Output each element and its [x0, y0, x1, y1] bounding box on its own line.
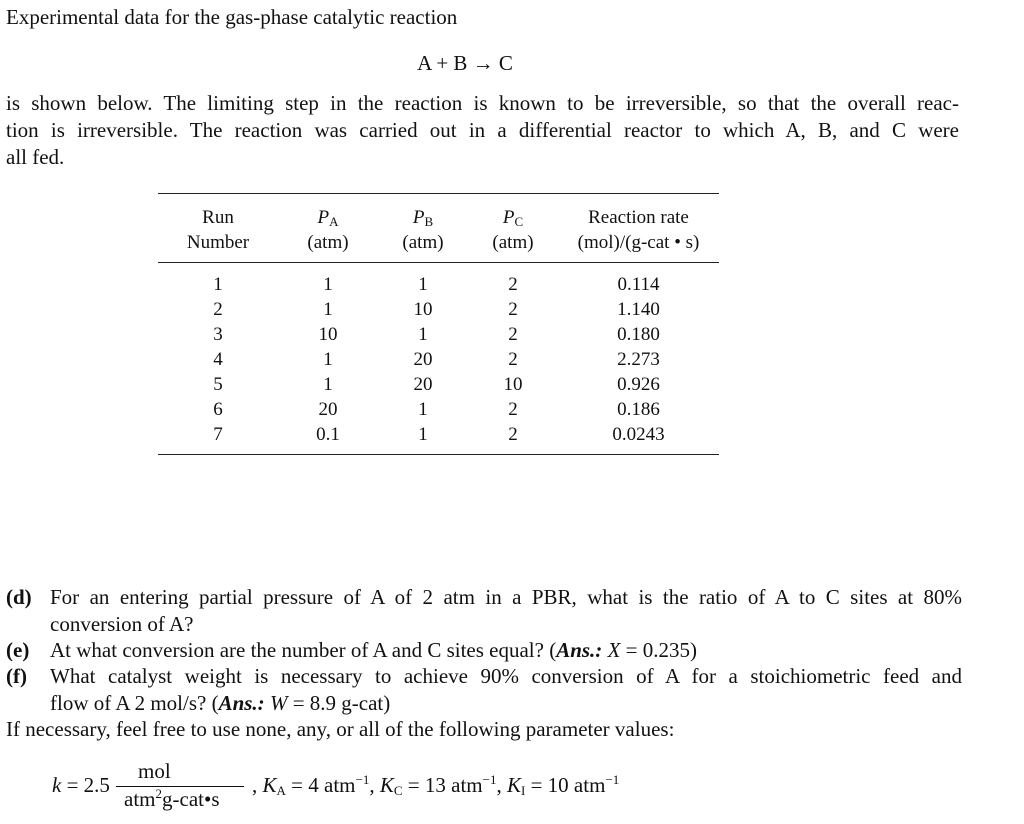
- cell-pb: 1: [418, 424, 428, 445]
- cell-pa: 1: [323, 299, 333, 320]
- cell-rate: 0.180: [617, 324, 660, 345]
- header-pa: $P_A$ (atm): [307, 207, 349, 253]
- cell-pa: 0.1: [316, 424, 340, 445]
- answer-variable: W: [269, 691, 288, 715]
- question-f: [6, 663, 1016, 719]
- cell-run: 4: [213, 349, 223, 370]
- answer-label: Ans.:: [556, 638, 603, 662]
- cell-pb: 10: [413, 299, 433, 320]
- cell-run: 3: [213, 324, 223, 345]
- cell-run: 2: [213, 299, 223, 320]
- cell-rate: 0.926: [617, 374, 660, 395]
- cell-pa: 1: [323, 349, 333, 370]
- cell-pb: 20: [413, 349, 433, 370]
- equilibrium-constants: , $K_A = 4$ atm$^{-1}$, $K_C = 13$ atm$^{-1}$, $K_I = 10$ atm$^{-1}$: [252, 772, 620, 798]
- cell-pa: 20: [318, 399, 338, 420]
- question-d: [6, 584, 1016, 640]
- header-pb: $P_B$ (atm): [402, 207, 444, 253]
- answer-label: Ans.:: [218, 691, 265, 715]
- params-intro: If necessary, feel free to use none, any, or all of the following parameter values:: [6, 717, 675, 741]
- question-text: What catalyst weight is necessary to achieve 90% conversion of A for a stoichiometric feed and: [50, 664, 962, 688]
- cell-rate: 2.273: [617, 349, 660, 370]
- paragraph-line: is shown below. The limiting step in the reaction is known to be irreversible, so that the overall reac-: [6, 91, 959, 115]
- cell-pb: 1: [418, 399, 428, 420]
- cell-pb: 20: [413, 374, 433, 395]
- intro-text: Experimental data for the gas-phase catalytic reaction: [6, 5, 458, 29]
- question-text: For an entering partial pressure of A of 2 atm in a PBR, what is the ratio of A to C sites at 80%: [50, 585, 962, 609]
- cell-pb: 1: [418, 274, 428, 295]
- cell-pc: 2: [508, 349, 518, 370]
- header-rate: Reaction rate (mol)/(g-cat • s): [577, 207, 700, 253]
- question-text: flow of A 2 mol/s? (: [50, 691, 219, 715]
- cell-rate: 0.114: [617, 274, 660, 295]
- question-label: (f): [6, 664, 27, 688]
- table-top-rule: [158, 193, 719, 194]
- reaction-equation: A + B → C: [417, 51, 513, 75]
- paragraph-line: tion is irreversible. The reaction was carried out in a differential reactor to which A, B, and C were: [6, 118, 959, 142]
- question-text: conversion of A?: [50, 612, 194, 636]
- cell-pa: 1: [323, 274, 333, 295]
- cell-pa: 1: [323, 374, 333, 395]
- question-text: At what conversion are the number of A and C sites equal? (: [50, 638, 557, 662]
- cell-rate: 1.140: [617, 299, 660, 320]
- cell-pc: 2: [508, 274, 518, 295]
- k-denominator: atm$^2$g-cat•s: [124, 786, 220, 811]
- header-pc: $P_C$ (atm): [492, 207, 534, 253]
- cell-pc: 2: [508, 299, 518, 320]
- k-numerator: mol: [138, 759, 171, 783]
- answer-value: = 0.235): [620, 638, 697, 662]
- cell-pc: 2: [508, 424, 518, 445]
- paragraph-line: all fed.: [6, 145, 65, 169]
- cell-pa: 10: [318, 324, 338, 345]
- cell-pc: 10: [503, 374, 523, 395]
- answer-variable: X: [607, 638, 621, 662]
- cell-pc: 2: [508, 399, 518, 420]
- cell-run: 1: [213, 274, 223, 295]
- table-header-rule: [158, 262, 719, 263]
- answer-value: = 8.9 g-cat): [287, 691, 391, 715]
- cell-run: 5: [213, 374, 223, 395]
- question-e: [6, 637, 1016, 665]
- cell-run: 6: [213, 399, 223, 420]
- cell-pc: 2: [508, 324, 518, 345]
- k-label: k = 2.5: [52, 773, 110, 797]
- question-label: (e): [6, 638, 30, 662]
- cell-run: 7: [213, 424, 223, 445]
- cell-pb: 1: [418, 324, 428, 345]
- header-run: Run Number: [186, 207, 250, 253]
- table-bottom-rule: [158, 454, 719, 455]
- description-paragraph: [6, 90, 959, 171]
- question-label: (d): [6, 585, 32, 609]
- cell-rate: 0.186: [617, 399, 660, 420]
- cell-rate: 0.0243: [612, 424, 665, 445]
